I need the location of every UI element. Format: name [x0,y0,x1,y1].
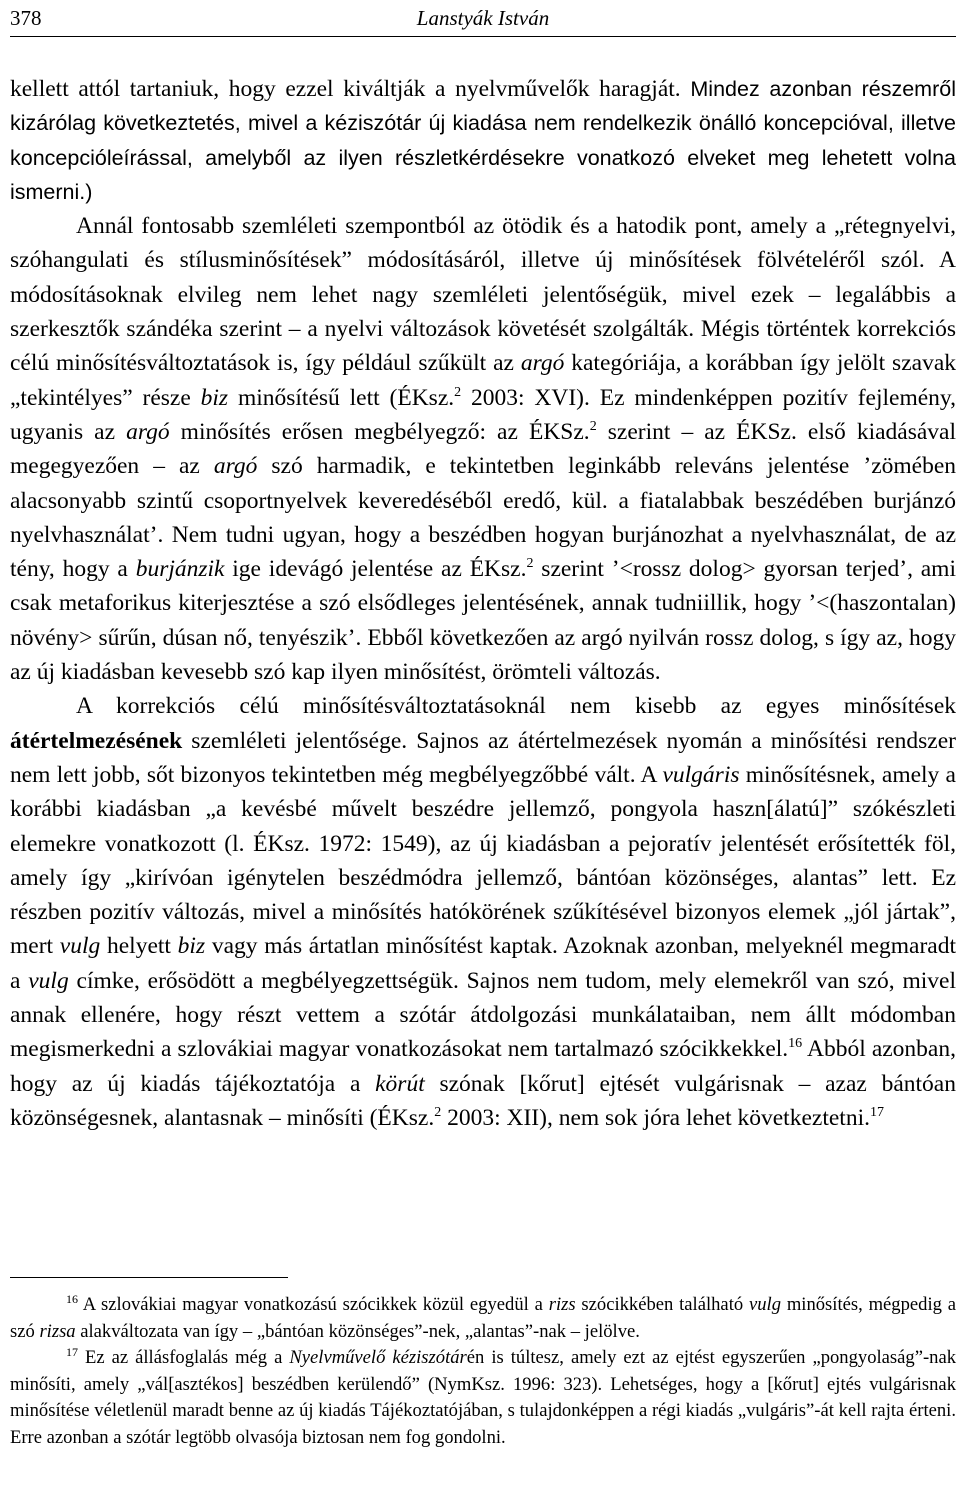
page-number: 378 [10,6,42,30]
footnote-17: $^{17}$ Ez az állásfoglalás még a Nyelvművelő kéziszótárén is túltesz, amely ezt az ejtést egyszerűen „pongyolaság”-nak minősíti, amely „vál[asztékos] beszédben kerülendő” (NymKsz. 1996: 323). Lehetséges, hogy a [kőrut] ejtés vulgárisnak minősítése véletlenül maradt benne az új kiadás Tájékoztatójában, s tulajdonképpen a régi kiadás „vulgáris”-át kell rajta érteni. Erre azonban a szótár legtöbb olvasója biztosan nem fog gondolni. [10,1344,956,1448]
page-header [10,0,956,37]
paragraph-2: Annál fontosabb szemléleti szempontból az ötödik és a hatodik pont, amely a „rétegnyelvi, szóhangulati és stílusminősítések” módosításáról, illetve új minősítések fölvételéről szól. A módosításoknak elvileg nem lehet nagy szemléleti jelentőségük, mivel ezek – legalábbis a szerkesztők szándéka szerint – a nyelvi változások követését szolgálták. Mégis történtek korrekciós célú minősítésváltoztatások is, így például szűkült az argó kategóriája, a korábban így jelölt szavak „tekintélyes” része biz minősítésű lett (ÉKsz.$^2$ 2003: XVI). Ez mindenképpen pozitív fejlemény, ugyanis az argó minősítés erősen megbélyegző: az ÉKSz.$^2$ szerint – az ÉKSz. első kiadásával megegyezően – az argó szó harmadik, e tekintetben leginkább releváns jelentése ’zömében alacsonyabb szintű csoportnyelvek keveredéséből eredő, kül. a fiatalabbak beszédében burjánzó nyelvhasználat’. Nem tudni ugyan, hogy a beszédben hogyan burjánozhat a nyelvhasználat, de az tény, hogy a burjánzik ige idevágó jelentése az ÉKsz.$^2$ szerint ’<rossz dolog> gyorsan terjed’, ami csak metaforikus kiterjesztése a szó elsődleges jelentésének, annak tudniillik, hogy ’<(haszontalan) növény> sűrűn, dúsan nő, tenyészik’. Ebből következően az argó nyilván rossz dolog, s így az, hogy az új kiadásban kevesebb szó kap ilyen minősítést, örömteli változás. [10,213,957,686]
running-head: Lanstyák István [416,6,550,30]
footnote-divider [10,1277,288,1278]
footnote-16: $^{16}$ A szlovákiai magyar vonatkozású szócikkek közül egyedül a rizs szócikkében található vulg minősítés, mégpedig a szó rizsa alakváltozata van így – „bántóan közönséges”-nek, „alantas”-nak – jelölve. [10,1291,956,1342]
footnote-ref-16[interactable]: 16 [788,1036,803,1052]
footnote-ref-17[interactable]: 17 [869,1105,884,1121]
paragraph-3: A korrekciós célú minősítésváltoztatásoknál nem kisebb az egyes minősítések átértelmezésének szemléleti jelentősége. Sajnos az átértelmezések nyomán a minősítési rendszer nem lett jobb, sőt bizonyos tekintetben még megbélyegzőbbé vált. A vulgáris minősítésnek, amely a korábbi kiadásban „a kevésbé művelt beszédre jellemző, pongyola haszn[álatú]” szókészleti elemekre vonatkozott (l. ÉKsz. 1972: 1549), az új kiadásban a pejoratív jelentését erősítették föl, amely így „kirívóan igénytelen beszédmódra jellemző, bántóan közönséges, alantas” lett. Ez részben pozitív változás, mivel a minősítés hatókörének szűkítésével bizonyos elemek „jól jártak”, mert vulg helyett biz vagy más ártatlan minősítést kaptak. Azoknak azonban, melyeknél megmaradt a vulg címke, erősödött a megbélyegzettségük. Sajnos nem tudom, mely elemekről van szó, mivel annak ellenére, hogy részt vettem a szótár átdolgozási munkálataiban, nem állt módomban megismerkedni a szlovákiai magyar vonatkozásokat nem tartalmazó szócikkekkel.$^{16}$ Abból azonban, hogy az új kiadás tájékoztatója a körút szónak [kőrut] ejtését vulgárisnak – azaz bántóan közönségesnek, alantasnak – minősíti (ÉKsz.$^2$ 2003: XII), nem sok jóra lehet következtetni.$^{17}$ [10,693,957,1131]
footnotes [10,1292,956,1451]
body-text [10,72,956,1135]
paragraph-1: kellett attól tartaniuk, hogy ezzel kiváltják a nyelvművelők haragját. Mindez azonban részemről kizárólag következtetés, mivel a kéziszótár új kiadása nem rendelkezik önálló koncepcióval, illetve koncepcióleírással, amelyből az ilyen részletkérdésekre vonatkozó elveket meg lehetett volna ismerni.) [10,76,956,204]
